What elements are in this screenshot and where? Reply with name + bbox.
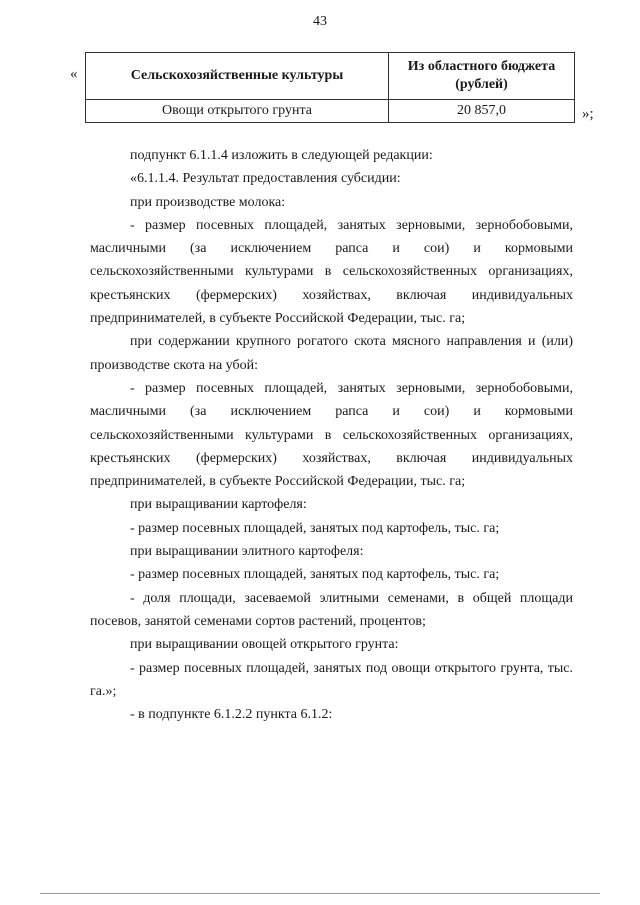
paragraph: при содержании крупного рогатого скота мясного направления и (или) производстве скота на убой: <box>90 334 573 373</box>
document-body <box>90 144 573 726</box>
paragraph: - размер посевных площадей, занятых под овощи открытого грунта, тыс. га.»; <box>90 660 573 699</box>
page-number: 43 <box>313 14 327 29</box>
paragraph: при выращивании овощей открытого грунта: <box>130 637 399 653</box>
header-regional-budget: Из областного бюджета (рублей) <box>389 53 575 100</box>
paragraph: - в подпункте 6.1.2.2 пункта 6.1.2: <box>130 707 333 723</box>
paragraph: «6.1.1.4. Результат предоставления субсидии: <box>130 171 401 187</box>
table-header-row <box>86 53 575 100</box>
table-close-quote: »; <box>582 106 594 122</box>
page-bottom-rule <box>40 893 600 894</box>
cell-amount: 20 857,0 <box>389 100 575 123</box>
paragraph: - размер посевных площадей, занятых зерновыми, зернобобовыми, масличными (за исключением рапса и сои) и кормовыми сельскохозяйственными культурами в сельскохозяйственных организациях, крестьянских (фермерских) хозяйствах, включая индивидуальных предпринимателей, в субъекте Российской Федерации, тыс. га; <box>90 380 573 490</box>
paragraph: - размер посевных площадей, занятых под картофель, тыс. га; <box>130 567 500 583</box>
paragraph: подпункт 6.1.1.4 изложить в следующей редакции: <box>130 148 433 163</box>
paragraph: - размер посевных площадей, занятых зерновыми, зернобобовыми, масличными (за исключением рапса и сои) и кормовыми сельскохозяйственными культурами в сельскохозяйственных организациях, крестьянских (фермерских) хозяйствах, включая индивидуальных предпринимателей, в субъекте Российской Федерации, тыс. га; <box>90 217 573 327</box>
paragraph: при выращивании элитного картофеля: <box>130 544 364 560</box>
table-open-quote: « <box>70 66 78 82</box>
subsidy-table <box>85 52 575 123</box>
cell-crop: Овощи открытого грунта <box>86 100 389 123</box>
paragraph: при производстве молока: <box>130 194 286 210</box>
paragraph: при выращивании картофеля: <box>130 497 307 513</box>
table-row <box>86 100 575 123</box>
paragraph: - доля площади, засеваемой элитными семенами, в общей площади посевов, занятой семенами сортов растений, процентов; <box>90 590 573 629</box>
paragraph: - размер посевных площадей, занятых под картофель, тыс. га; <box>130 520 500 536</box>
header-crops: Сельскохозяйственные культуры <box>86 53 389 100</box>
